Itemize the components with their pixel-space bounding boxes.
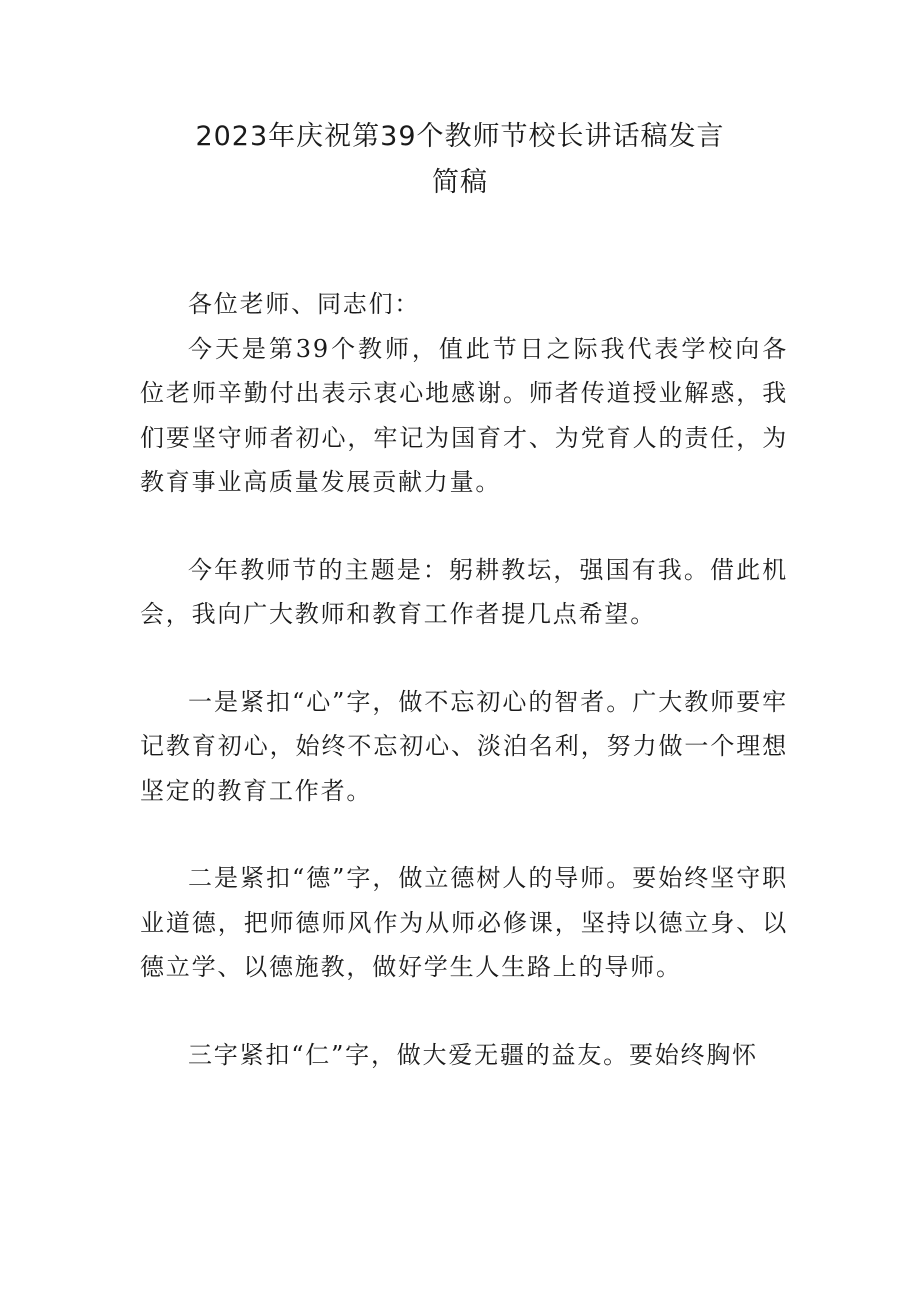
- document-title: 2023年庆祝第39个教师节校长讲话稿发言: [195, 121, 725, 152]
- document-body: [140, 282, 788, 1077]
- paragraph-point-virtue: 二是紧扣“德”字，做立德树人的导师。要始终坚守职业道德，把师德师风作为从师必修课，坚持以德立身、以德立学、以德施教，做好学生人生路上的导师。: [140, 864, 788, 981]
- paragraph-point-benevolence: 三字紧扣“仁”字，做大爱无疆的益友。要始终胸怀: [188, 1040, 758, 1069]
- document-title-continued: 简稿: [432, 167, 488, 198]
- paragraph-theme: 今年教师节的主题是：躬耕教坛，强国有我。借此机会，我向广大教师和教育工作者提几点希望。: [140, 555, 788, 628]
- paragraph-point-heart: 一是紧扣“心”字，做不忘初心的智者。广大教师要牢记教育初心，始终不忘初心、淡泊名利，努力做一个理想坚定的教育工作者。: [140, 687, 788, 805]
- salutation: 各位老师、同志们：: [188, 290, 421, 318]
- paragraph-intro: 今天是第39个教师，值此节日之际我代表学校向各位老师辛勤付出表示衷心地感谢。师者传道授业解惑，我们要坚守师者初心，牢记为国育才、为党育人的责任，为教育事业高质量发展贡献力量。: [140, 334, 788, 496]
